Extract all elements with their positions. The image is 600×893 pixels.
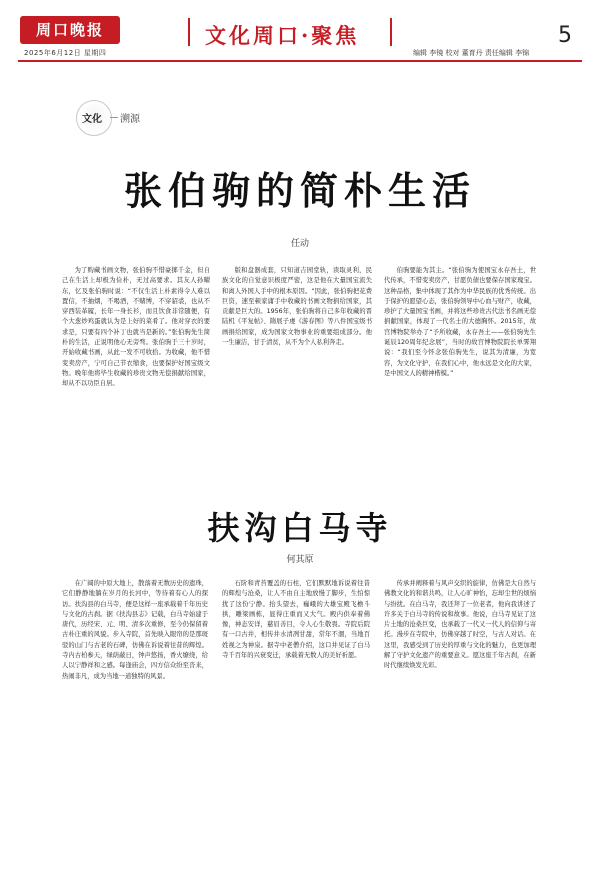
article-2-text-1: 在广阔的中原大地上，散落着无数历史的遗珠，它们静静地躺在岁月的长河中，等待着有心人的探访。扶沟县的白马寺，便是这样一座承载着千年历史与文化的古刹。据《扶沟县志》记载，白马寺始建于唐代，历经宋、元、明、清多次重修，至今仍保留着古朴庄重的风貌。步入寺院，首先映入眼帘的是那斑驳的山门与古老的石碑，仿佛在诉说着往昔的辉煌。寺内古柏参天，绿荫蔽日，钟声悠扬，香火缭绕，给人以宁静祥和之感。每逢庙会，四方信众纷至沓来，热闹非凡，成为当地一道独特的风景。 bbox=[62, 580, 208, 680]
article-1-column-1 bbox=[62, 266, 210, 476]
article-2-text-3: 传承并阐释着与风声交织的旋律，仿佛是大自然与佛教文化的和谐共鸣，让人心旷神怡，忘却尘世的烦恼与纷扰。在白马寺，我还拜了一位老者，他向我讲述了许多关于白马寺的传说和故事。他说，白马寺见证了这片土地的沧桑巨变，也承载了一代又一代人的信仰与寄托。漫步在寺院中，仿佛穿越了时空，与古人对话。在这里，我感受到了历史的厚重与文化的魅力，也更加理解了守护文化遗产的重要意义。愿这座千年古刹，在新时代继续焕发光彩。 bbox=[384, 580, 536, 670]
article-1-title: 张伯驹的简朴生活 bbox=[123, 169, 476, 213]
tag-sublabel: 溯源 bbox=[120, 114, 140, 125]
issue-date: 2025年6月12日 星期四 bbox=[24, 49, 107, 57]
article-2-title: 扶沟白马寺 bbox=[207, 509, 393, 547]
article-2-text-2: 石阶和青苔覆盖的石柱，它们默默地诉说着往昔的辉煌与沧桑，让人不由自主地放慢了脚步，生怕惊扰了这份宁静。抬头望去，巍峨的大雄宝殿飞檐斗拱，雕梁画栋，显得庄重而又大气。殿内供奉着佛像，神态安详，慈眉善目，令人心生敬畏。寺院后院有一口古井，相传井水清冽甘甜，常年不涸，当地百姓视之为神泉。据寺中老僧介绍，这口井见证了白马寺千百年的兴衰变迁，承载着无数人的美好祈愿。 bbox=[222, 580, 370, 660]
article-1-column-3 bbox=[384, 266, 536, 476]
page-number: 5 bbox=[558, 23, 572, 48]
article-1-column-2 bbox=[222, 266, 372, 476]
column-tag bbox=[62, 96, 202, 136]
masthead-rule bbox=[18, 60, 582, 62]
masthead bbox=[0, 0, 600, 62]
newspaper-logo: 周口晚报 bbox=[20, 16, 120, 44]
article-1-text-2: 版和盘器成套，只知道吉园堂轨，读取灵利，民族文化的自觉意识极度严密，这是他在大量国宝流失和离人外国人手中的根本原因。“因此，张伯驹把花费巨资，速至顿家庸手中收藏的书画文物捐给国家，其贡献是巨大的。1956年，张伯驹将自己多年收藏的晋陆机《平复帖》、隋展子虔《游春图》等八件国宝级书画捐给国家，成为国家文物事业的重要组成部分。他一生廉洁，甘于清贫，从不为个人私利奔走。 bbox=[222, 267, 372, 347]
article-2-column-3 bbox=[384, 579, 536, 869]
article-1-text-1: 为了购藏书画文物，张伯驹不惜豪掷千金，但自己在生活上却极为俭朴，无过高要求。其友人孙曜东，忆及张伯驹时说：“不仅生活上朴素得令人难以置信，不抽烟，不喝酒，不赌博，不穿貂裘，也从不穿西装革履，长年一身长衫，而且饮食非常随便，有个大葱炒鸡蛋就认为是上好的菜肴了。他对穿衣的要求是，只要有四个补丁也就当是新的。”张伯驹先生简朴的生活，正说明他心无旁骛。张伯驹于三十岁时，开始收藏书画，从此一发不可收拾。为收藏，他不惜变卖房产，宁可自己节衣缩食，也要保护好国宝级文物。晚年他将毕生收藏的珍贵文物无偿捐献给国家，却从不以功臣自居。 bbox=[62, 267, 210, 388]
article-2-column-1 bbox=[62, 579, 208, 869]
article-2-author: 何其原 bbox=[286, 555, 314, 565]
section-title: 文化周口·聚焦 bbox=[205, 23, 360, 48]
title-bar-left bbox=[188, 18, 190, 46]
editor-credits: 编辑 李镜 校对 董育丹 责任编辑 李锦 bbox=[413, 49, 530, 57]
tag-divider bbox=[110, 117, 118, 118]
tag-label: 文化 bbox=[82, 114, 102, 125]
article-1-author: 任动 bbox=[290, 239, 309, 249]
title-bar-right bbox=[390, 18, 392, 46]
article-2-column-2 bbox=[222, 579, 370, 869]
article-1-text-3: 伯驹要能为其主。“张伯驹为使国宝永存吾土，世代传承，不惜变卖房产，甘愿负债也要保存国家瑰宝。这种品格，集中体现了其作为中华民族的优秀传统。出于保护的愿望心态，张伯驹领导中心血与财产，收藏，珍护了大量国宝书画，并将这些珍贵古代法书名画无偿捐献国家，体现了一代名士的大德胸怀。2015年，故宫博物院举办了“予所收藏，永存吾土——张伯驹先生诞辰120周年纪念展”，当时的故宫博物院院长单霁翔说：“我们至今怀念张伯驹先生，说其为清廉，为宽容，为文化守护，在我们心中，他永远是文化的大家，是中国文人的精神楷模。” bbox=[384, 267, 536, 377]
